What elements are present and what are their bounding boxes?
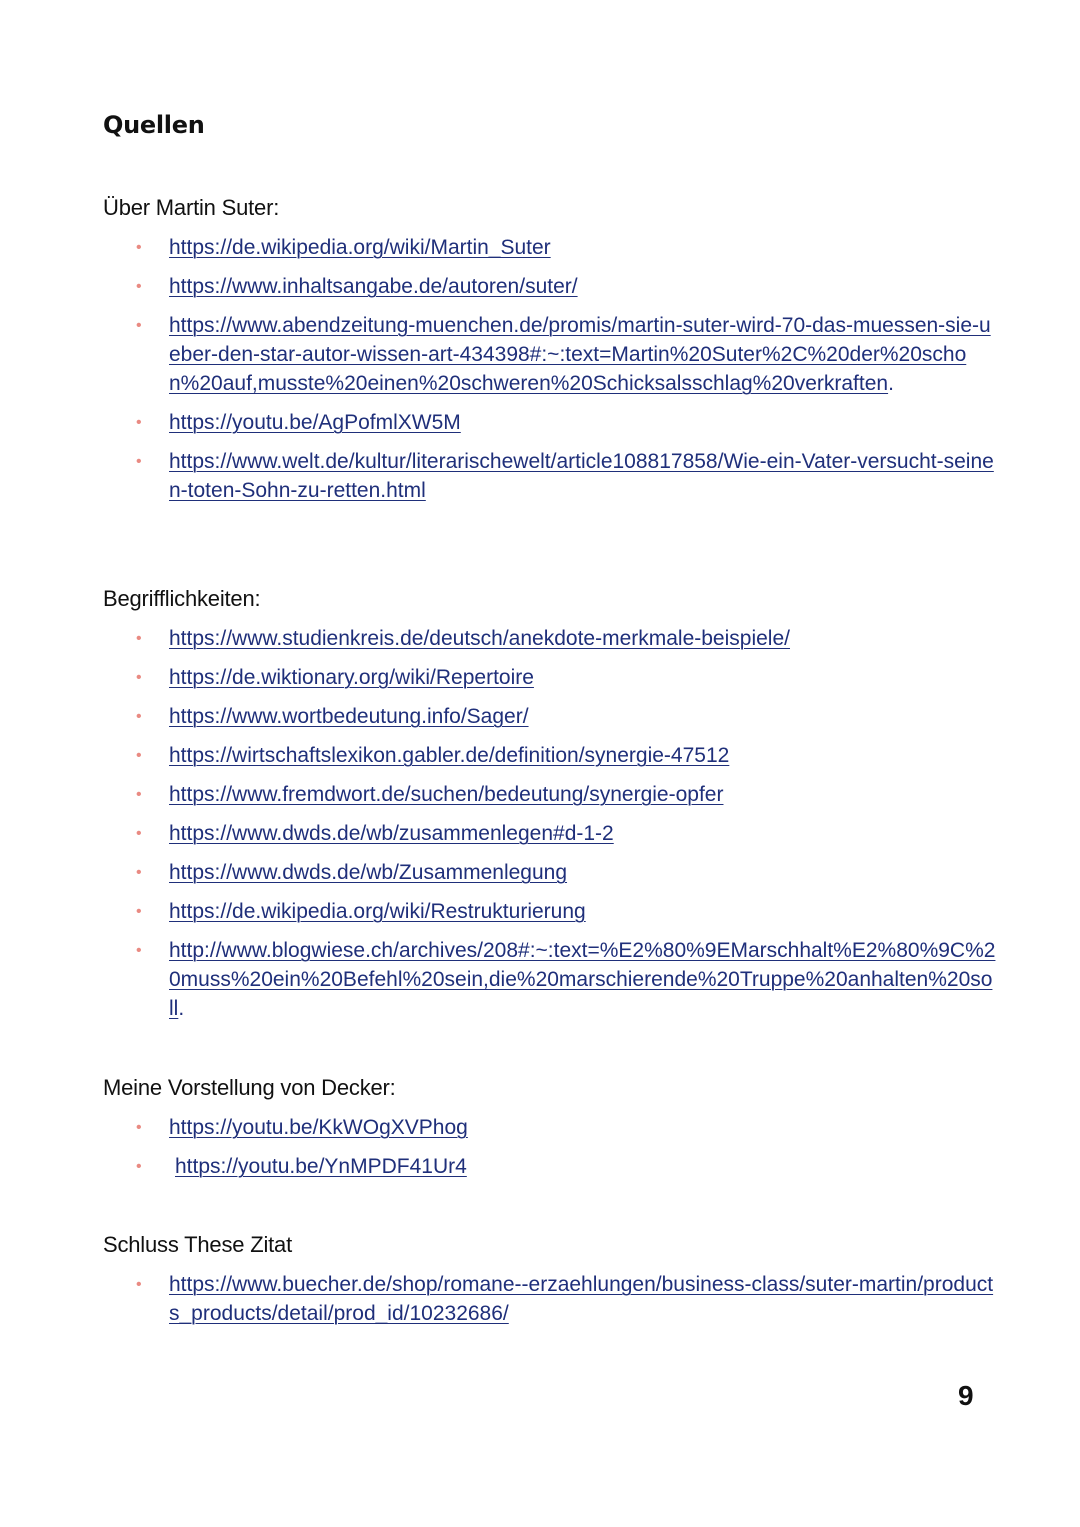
source-link[interactable]: https://www.buecher.de/shop/romane--erzaehlungen/business-class/suter-martin/products_products/detail/prod_id/10232686/ <box>169 1273 994 1325</box>
bullet-icon: • <box>136 864 142 881</box>
list-item <box>136 272 996 301</box>
bullet-icon: • <box>136 317 142 334</box>
source-link[interactable]: https://www.welt.de/kultur/literarischewelt/article108817858/Wie-ein-Vater-versucht-seinen-toten-Sohn-zu-retten.html <box>169 450 994 502</box>
source-link[interactable]: https://youtu.be/YnMPDF41Ur4 <box>175 1155 467 1178</box>
source-link[interactable]: https://de.wikipedia.org/wiki/Restrukturierung <box>169 900 586 923</box>
source-link[interactable]: https://de.wikipedia.org/wiki/Martin_Suter <box>169 236 551 259</box>
list-item <box>136 447 996 505</box>
source-link[interactable]: https://www.dwds.de/wb/Zusammenlegung <box>169 861 568 884</box>
list-item <box>136 780 996 809</box>
page-heading: Quellen <box>103 111 205 139</box>
bullet-icon: • <box>136 786 142 803</box>
list-item <box>136 663 996 692</box>
source-link[interactable]: http://www.blogwiese.ch/archives/208#:~:text=%E2%80%9EMarschhalt%E2%80%9C%20muss%20ein%20Befehl%20sein,die%20marschierende%20Truppe%20anhalten%20soll <box>169 939 996 1020</box>
bullet-icon: • <box>136 239 142 256</box>
link-list-schluss <box>136 1270 996 1328</box>
section-title-martin-suter: Über Martin Suter: <box>103 195 280 220</box>
list-item <box>136 858 996 887</box>
section-title-schluss: Schluss These Zitat <box>103 1232 292 1257</box>
bullet-icon: • <box>136 453 142 470</box>
list-item <box>136 897 996 926</box>
source-link[interactable]: https://www.dwds.de/wb/zusammenlegen#d-1-2 <box>169 822 614 845</box>
source-link[interactable]: https://www.abendzeitung-muenchen.de/promis/martin-suter-wird-70-das-muessen-sie-ueber-den-star-autor-wissen-art-434398#:~:text=Martin%20Suter%2C%20der%20schon%20auf,musste%20einen%20schweren%20Schicksalsschlag%20verkraften <box>169 314 991 395</box>
bullet-icon: • <box>136 669 142 686</box>
source-link[interactable]: https://www.inhaltsangabe.de/autoren/suter/ <box>169 275 578 298</box>
source-link[interactable]: https://youtu.be/KkWOgXVPhog <box>169 1116 468 1139</box>
source-link[interactable]: https://www.studienkreis.de/deutsch/anekdote-merkmale-beispiele/ <box>169 627 790 650</box>
bullet-icon: • <box>136 1119 142 1136</box>
section-title-decker: Meine Vorstellung von Decker: <box>103 1075 396 1100</box>
source-link[interactable]: https://www.wortbedeutung.info/Sager/ <box>169 705 529 728</box>
bullet-icon: • <box>136 708 142 725</box>
list-item <box>136 741 996 770</box>
section-title-begrifflichkeiten: Begrifflichkeiten: <box>103 586 261 611</box>
bullet-icon: • <box>136 414 142 431</box>
list-item <box>136 624 996 653</box>
list-item <box>136 1152 996 1181</box>
link-list-martin-suter <box>136 233 996 505</box>
list-item <box>136 1270 996 1328</box>
bullet-icon: • <box>136 825 142 842</box>
list-item <box>136 311 996 398</box>
bullet-icon: • <box>136 278 142 295</box>
bullet-icon: • <box>136 630 142 647</box>
page-number: 9 <box>958 1380 974 1411</box>
source-link[interactable]: https://www.fremdwort.de/suchen/bedeutung/synergie-opfer <box>169 783 724 806</box>
bullet-icon: • <box>136 1276 142 1293</box>
bullet-icon: • <box>136 942 142 959</box>
bullet-icon: • <box>136 903 142 920</box>
link-list-begrifflichkeiten <box>136 624 996 1023</box>
list-item <box>136 819 996 848</box>
source-link[interactable]: https://de.wiktionary.org/wiki/Repertoire <box>169 666 534 689</box>
bullet-icon: • <box>136 1158 142 1175</box>
list-item <box>136 702 996 731</box>
list-item <box>136 408 996 437</box>
list-item <box>136 936 996 1023</box>
bullet-icon: • <box>136 747 142 764</box>
trailing-punctuation: . <box>178 997 185 1020</box>
trailing-punctuation: . <box>888 372 894 395</box>
list-item <box>136 1113 996 1142</box>
source-link[interactable]: https://wirtschaftslexikon.gabler.de/definition/synergie-47512 <box>169 744 730 767</box>
link-list-decker <box>136 1113 996 1181</box>
list-item <box>136 233 996 262</box>
source-link[interactable]: https://youtu.be/AgPofmlXW5M <box>169 411 461 434</box>
